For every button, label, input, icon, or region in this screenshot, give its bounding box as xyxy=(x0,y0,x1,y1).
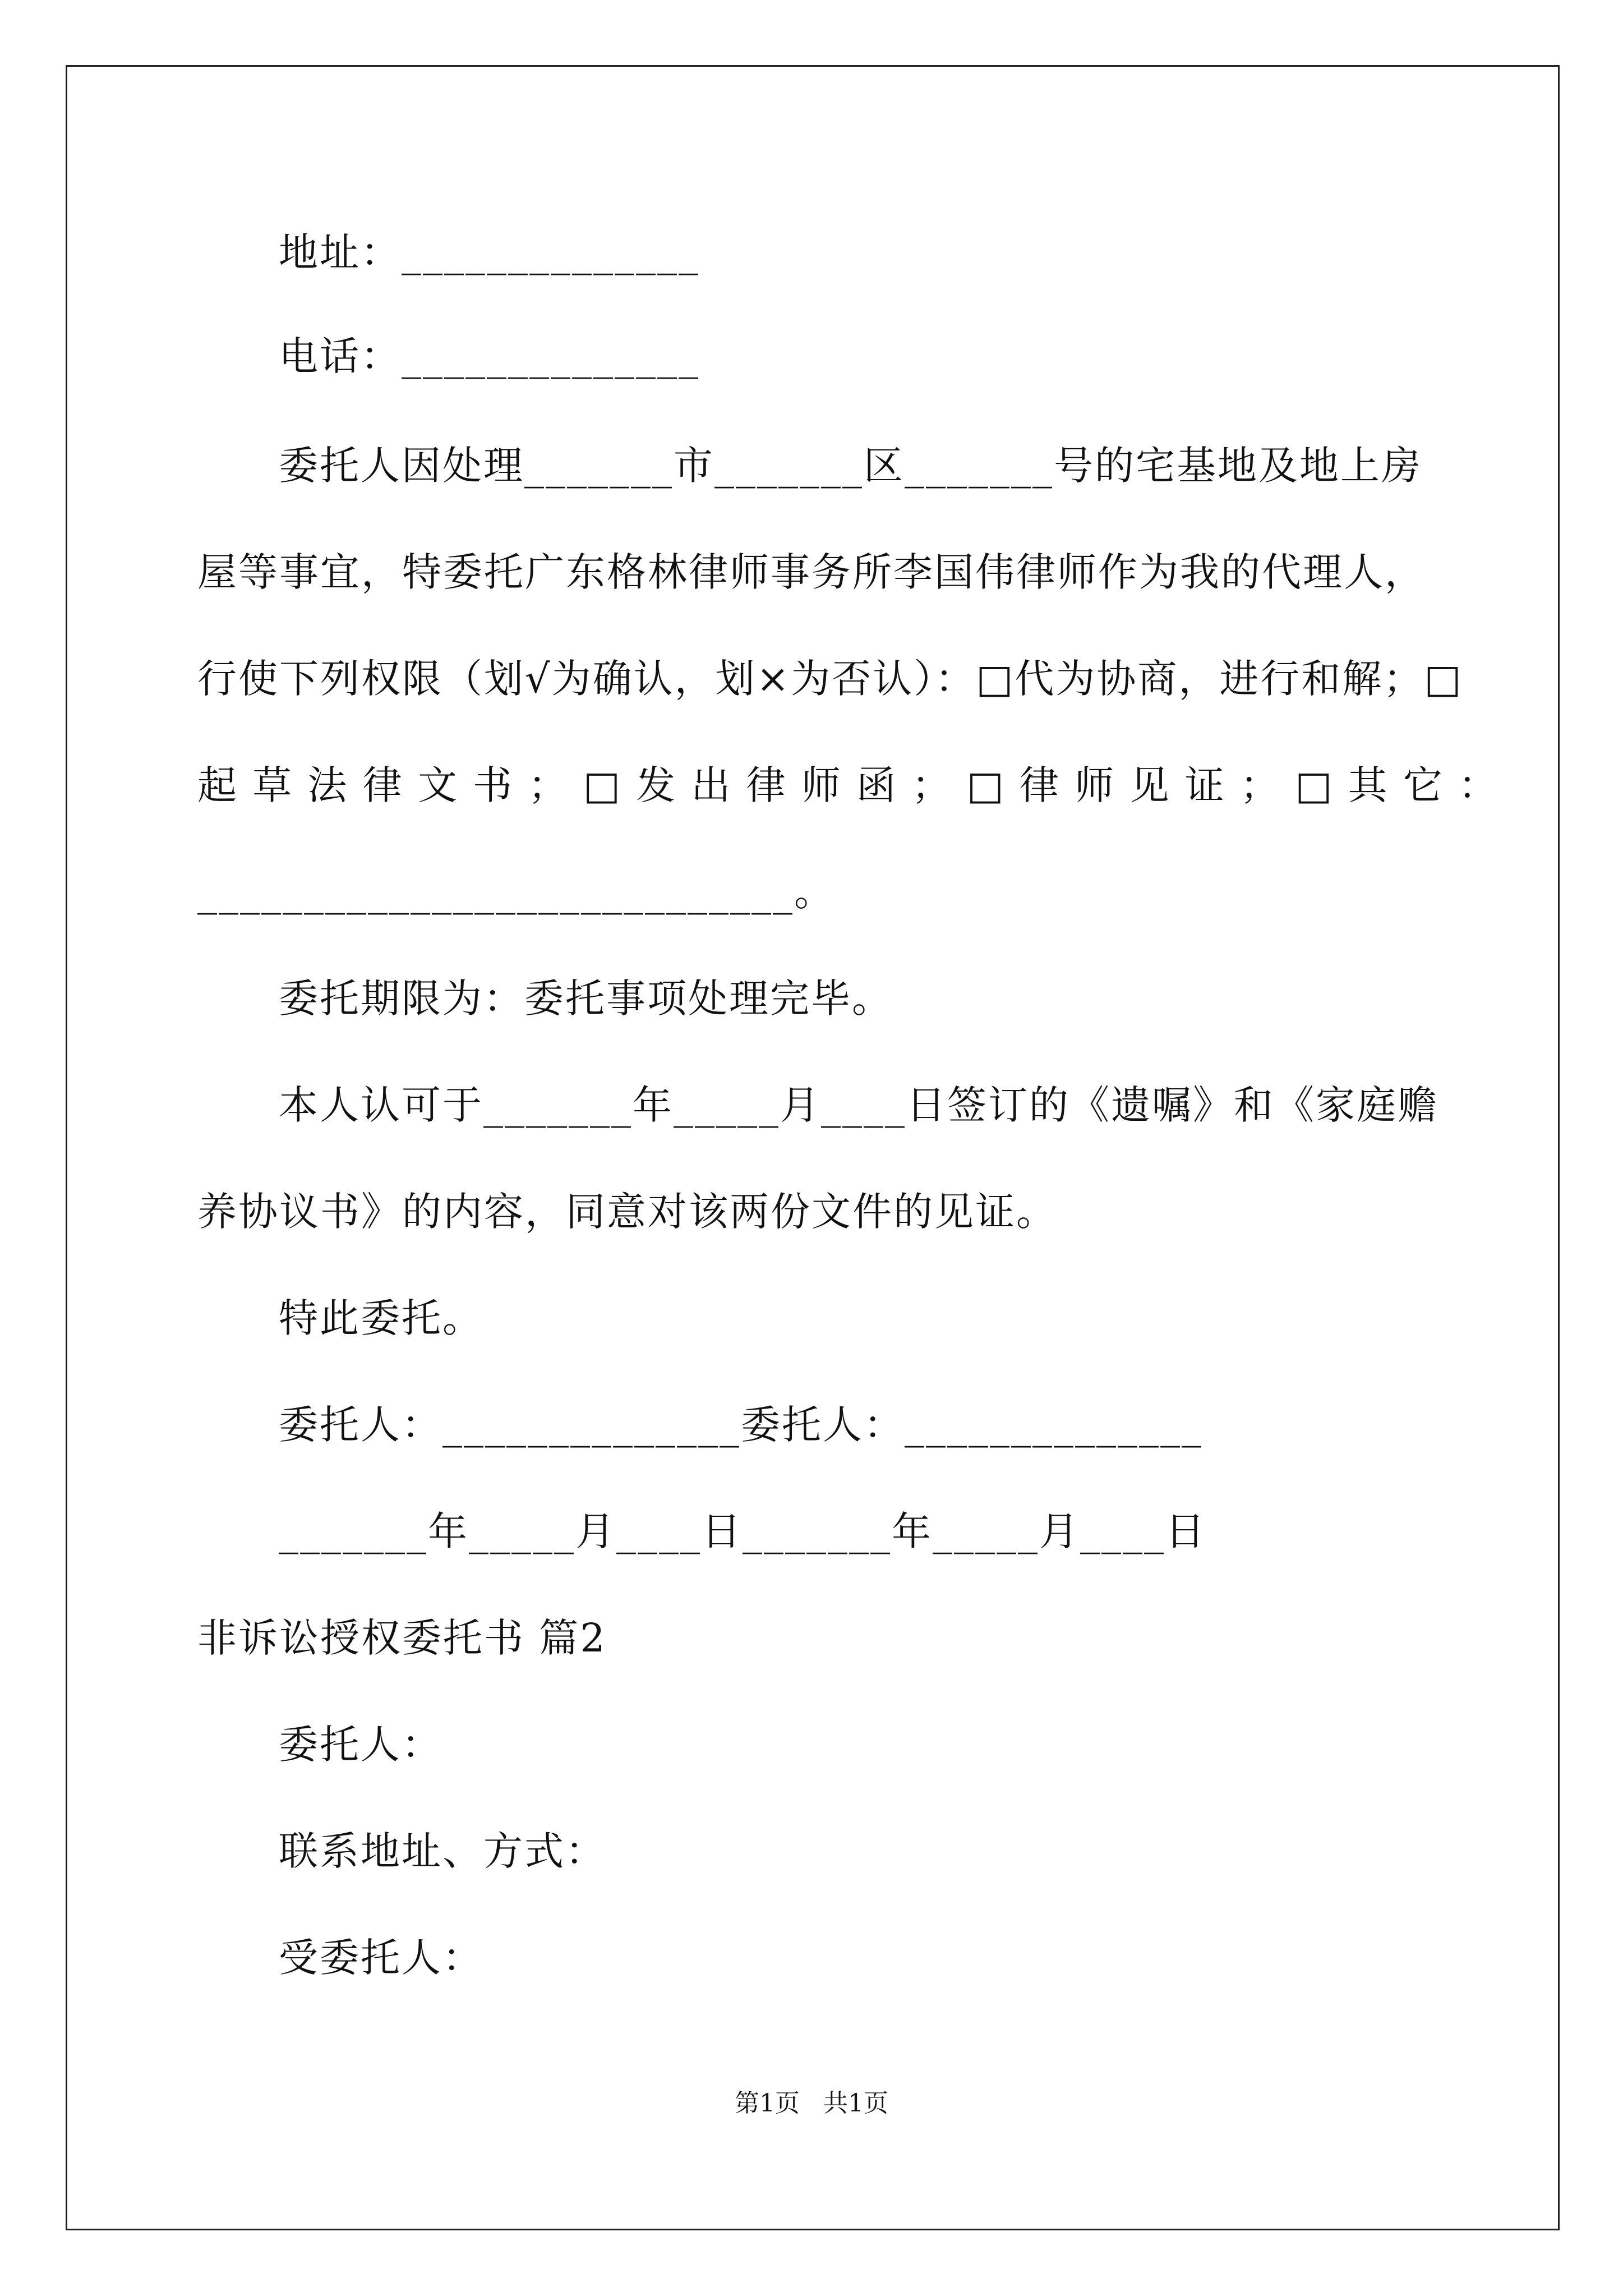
phone-line: 电话：______________ xyxy=(279,333,700,379)
term-line: 委托期限为：委托事项处理完毕。 xyxy=(279,976,893,1022)
address-line: 地址：______________ xyxy=(279,229,700,275)
paragraph-line: 委托人因处理_______市_______区_______号的宅基地及地上房 xyxy=(279,443,1422,489)
date-line: _______年_____月____日_______年_____月____日 xyxy=(279,1508,1206,1554)
agent-line: 受委托人： xyxy=(279,1935,483,1981)
signature-line: 委托人：______________委托人：______________ xyxy=(279,1402,1203,1448)
client-line: 委托人： xyxy=(279,1722,442,1768)
page-border xyxy=(66,65,1560,2230)
closing-line: 特此委托。 xyxy=(279,1295,483,1341)
paragraph-line: 行使下列权限（划√为确认，划×为否认）：□代为协商，进行和解；□ xyxy=(197,656,1463,702)
paragraph-line: 本人认可于_______年_____月____日签订的《遗嘱》和《家庭赡 xyxy=(279,1082,1438,1128)
contact-line: 联系地址、方式： xyxy=(279,1828,606,1874)
page-footer: 第1页 共1页 xyxy=(735,2089,888,2118)
paragraph-line: 养协议书》的内容，同意对该两份文件的见证。 xyxy=(197,1189,1057,1235)
paragraph-line: 屋等事宜，特委托广东格林律师事务所李国伟律师作为我的代理人， xyxy=(197,549,1426,595)
paragraph-line: 起 草 法 律 文 书 ； □ 发 出 律 师 函 ； □ 律 师 见 证 ； □ 其 它 ： xyxy=(197,762,1500,808)
section-heading: 非诉讼授权委托书 篇2 xyxy=(197,1615,607,1661)
paragraph-line: ____________________________。 xyxy=(197,869,835,915)
